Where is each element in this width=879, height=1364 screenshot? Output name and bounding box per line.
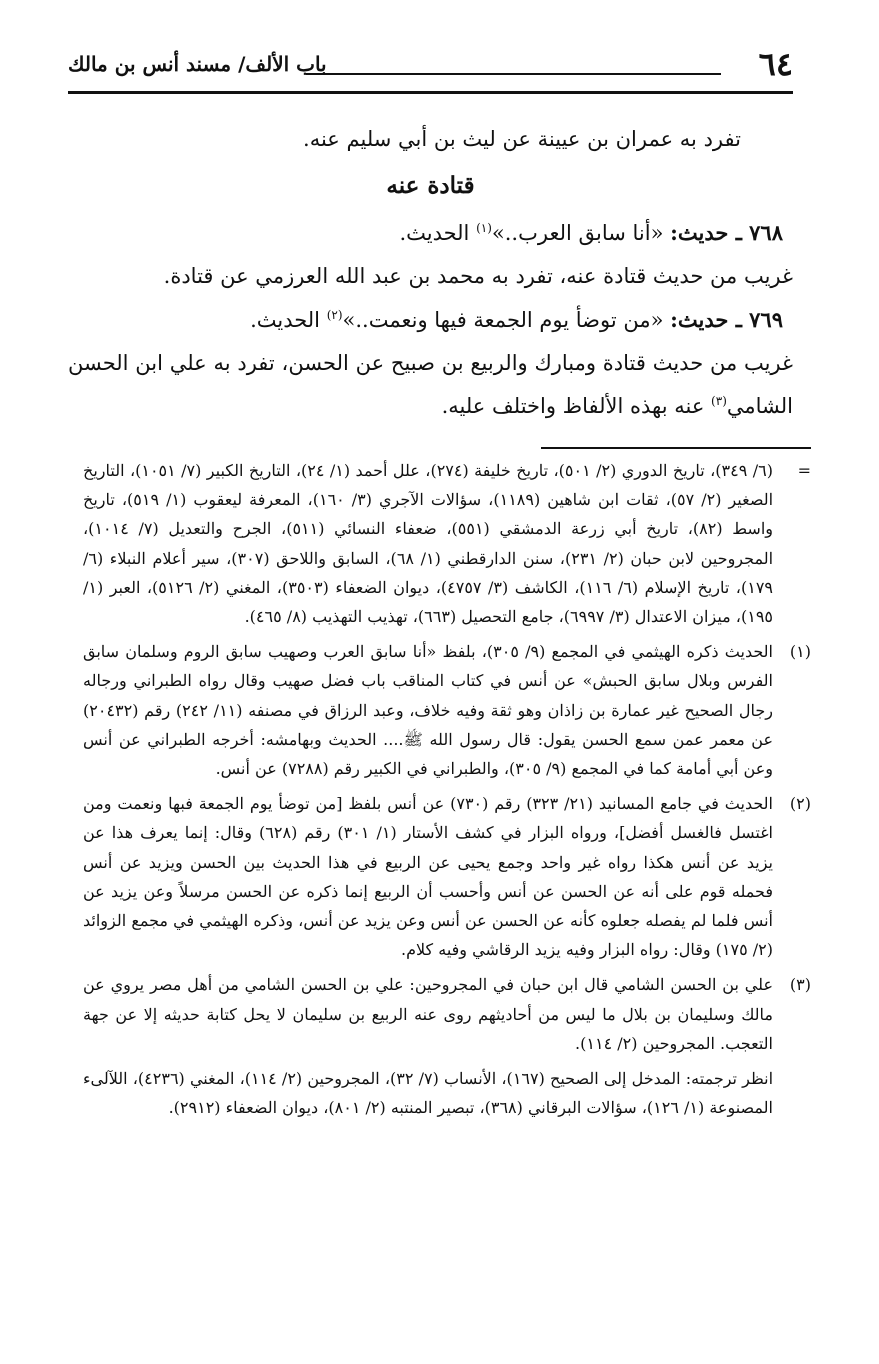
footnote-3-text: علي بن الحسن الشامي قال ابن حبان في المجروحين: علي بن الحسن الشامي من أهل مصر يروي عن مالك وسليمان بن بلال ما ليس من أحاديثهم روى عنه الربيع بن سليمان لا يحل كتابة حديثه إلا عن جهة التعجب. المجروحين (٢/ ١١٤). xyxy=(83,975,773,1053)
header-dash-line xyxy=(306,73,721,75)
footnote-1-text: الحديث ذكره الهيثمي في المجمع (٩/ ٣٠٥)، بلفظ «أنا سابق العرب وصهيب سابق الروم وسلمان سابق الفرس وبلال سابق الحبش» عن أنس في كتاب المناقب باب فضل صهيب وقال رواه الطبراني ورجاله رجال الصحيح غير عمارة بن زاذان وهو ثقة وفيه خلاف، وعبد الرزاق في مصنفه (١١/ ٢٤٢) رقم (٢٠٤٣٢) عن معمر عمن سمع الحسن يقول: قال رسول الله ﷺ.... الحديث وبهامشه: أخرجه الطبراني عن أنس وعن أبي أمامة كما في المجمع (٩/ ٣٠٥)، والطبراني في الكبير رقم (٧٢٨٨) عن أنس. xyxy=(83,642,774,779)
hadith-769-comment-b: عنه بهذه الألفاظ واختلف عليه. xyxy=(441,394,705,418)
header-rule xyxy=(68,91,793,94)
section-title: قتادة عنه xyxy=(386,172,475,199)
footnote-1 xyxy=(83,637,811,783)
hadith-769-text: «من توضأ يوم الجمعة فيها ونعمت..» xyxy=(342,308,664,332)
hadith-768-end: الحديث. xyxy=(399,221,470,245)
footnote-3 xyxy=(83,970,811,1058)
main-text xyxy=(68,118,793,428)
hadith-768 xyxy=(68,211,793,255)
footnote-3-mark: (٣) xyxy=(789,975,811,995)
hadith-769 xyxy=(68,298,793,342)
footnote-2-text: الحديث في جامع المسانيد (٢١/ ٣٢٣) رقم (٧٣٠) عن أنس بلفظ [من توضأ يوم الجمعة فبها ونعمت ومن اغتسل فالغسل أفضل]، ورواه البزار في كشف الأستار (١/ ٣٠١) رقم (٦٢٨) وقال: إنما يعرف هذا عن يزيد عن أنس هكذا رواه غير واحد وجمع يحيى عن الربيع في هذا الحديث بين الحسن ويزيد عن أنس فحمله قوم على أنه عن الحسن عن أنس وأحسب أن الربيع إنما ذكره عن الحسن مرسلاً وعن يزيد عن أنس فلما لم يفصله جعلوه كأنه عن الحسن عن أنس وعن يزيد عن أنس، وذكره الهيثمي في مجمع الزوائد (٢/ ١٧٥) وقال: رواه البزار وفيه يزيد الرقاشي وفيه كلام. xyxy=(83,794,774,960)
footnote-continuation xyxy=(83,456,811,631)
footnote-1-mark: (١) xyxy=(789,642,811,662)
footnote-2-mark: (٢) xyxy=(789,794,811,814)
page-number: ٦٤ xyxy=(758,45,793,83)
continuation-text: (٦/ ٣٤٩)، تاريخ الدوري (٢/ ٥٠١)، تاريخ خليفة (٢٧٤)، علل أحمد (١/ ٢٤)، التاريخ الكبير (٧/ ١٠٥١)، التاريخ الصغير (٢/ ٥٧)، ثقات ابن شاهين (١١٨٩)، سؤالات الآجري (٣/ ١٦٠)، المعرفة ليعقوب (١/ ٥١٩)، تاريخ واسط (٨٢)، تاريخ أبي زرعة الدمشقي (٥٥١)، ضعفاء النسائي (٥١١)، الجرح والتعديل (٧/ ١٠١٤)، المجروحين لابن حبان (٢/ ٢٣١)، سنن الدارقطني (١/ ٦٨)، السابق واللاحق (٣٠٧)، سير أعلام النبلاء (٦/ ١٧٩)، تاريخ الإسلام (٦/ ١١٦)، الكاشف (٣/ ٤٧٥٧)، ديوان الضعفاء (٣٥٠٣)، المغني (٢/ ٥١٢٦)، العبر (١/ ١٩٥)، ميزان الاعتدال (٣/ ٦٩٩٧)، جامع التحصيل (٦٦٣)، تهذيب التهذيب (٨/ ٤٦٥). xyxy=(83,461,774,627)
hadith-769-label: ٧٦٩ ـ حديث: xyxy=(670,307,783,332)
footnote-ref-2[interactable]: (٢) xyxy=(326,308,343,322)
hadith-768-label: ٧٦٨ ـ حديث: xyxy=(670,220,783,245)
footnotes xyxy=(83,456,811,1122)
intro-paragraph: تفرد به عمران بن عيينة عن ليث بن أبي سليم عنه. xyxy=(303,127,741,151)
hadith-768-text: «أنا سابق العرب..» xyxy=(491,221,664,245)
running-header xyxy=(68,44,793,96)
footnote-2 xyxy=(83,789,811,964)
footnote-ref-3[interactable]: (٣) xyxy=(711,394,727,408)
hadith-769-comment xyxy=(68,342,793,428)
continuation-mark: = xyxy=(797,461,811,480)
hadith-769-end: الحديث. xyxy=(250,308,321,332)
running-title: باب الألف/ مسند أنس بن مالك xyxy=(68,52,327,76)
footnote-3-extra xyxy=(83,1064,811,1122)
footnote-ref-1[interactable]: (١) xyxy=(476,221,492,235)
hadith-769-comment-a: غريب من حديث قتادة ومبارك والربيع بن صبيح عن الحسن، تفرد به علي ابن الحسن الشامي xyxy=(68,351,793,418)
hadith-768-comment: غريب من حديث قتادة عنه، تفرد به محمد بن عبد الله العرزمي عن قتادة. xyxy=(163,264,793,288)
footnote-separator xyxy=(541,447,811,449)
footnote-3-extra-text: انظر ترجمته: المدخل إلى الصحيح (١٦٧)، الأنساب (٧/ ٣٢)، المجروحين (٢/ ١١٤)، المغني (٤٢٣٦)، اللآلىء المصنوعة (١/ ١٢٦)، سؤالات البرقاني (٣٦٨)، تبصير المنتبه (٢/ ٨٠١)، ديوان الضعفاء (٢٩١٢). xyxy=(83,1069,774,1118)
